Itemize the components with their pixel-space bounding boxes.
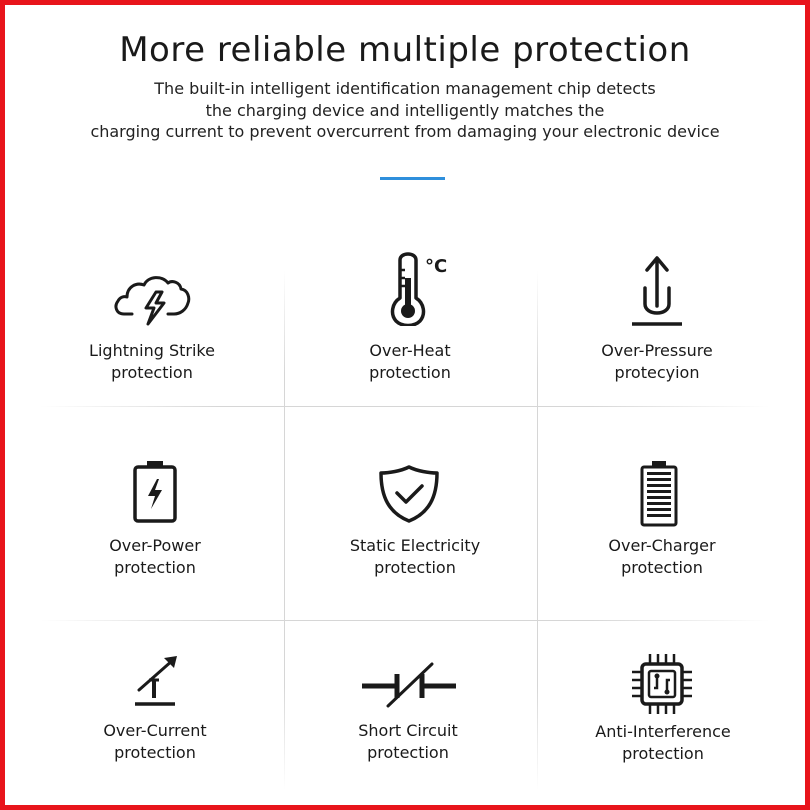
- description-line: the charging device and intelligently matches the: [205, 100, 605, 120]
- feature-subtitle: protection: [622, 743, 704, 763]
- feature-title: Over-Current: [103, 721, 207, 740]
- feature-title: Lightning Strike: [89, 341, 215, 360]
- grid-divider-horizontal: [40, 620, 770, 621]
- feature-over-pressure: [547, 250, 767, 400]
- battery-full-icon: [638, 459, 680, 527]
- feature-subtitle: protection: [114, 557, 196, 577]
- pressure-arrow-icon: [629, 252, 685, 328]
- feature-title: Over-Charger: [608, 536, 716, 555]
- feature-label: [42, 340, 262, 383]
- grid-divider-vertical: [284, 270, 285, 790]
- feature-subtitle: protection: [369, 362, 451, 382]
- feature-over-heat: [300, 250, 520, 400]
- feature-title: Short Circuit: [358, 721, 458, 740]
- feature-over-charger: [552, 455, 772, 605]
- feature-title: Over-Heat: [369, 341, 451, 360]
- grid-divider-horizontal: [40, 406, 770, 407]
- feature-short-circuit: [298, 650, 518, 800]
- feature-static-electricity: [305, 455, 525, 605]
- current-arrow-icon: [131, 652, 181, 708]
- feature-over-current: [45, 650, 265, 800]
- shield-check-icon: [377, 463, 441, 525]
- chip-icon: [627, 652, 697, 716]
- feature-label: [552, 535, 772, 578]
- feature-title: Anti-Interference: [595, 722, 731, 741]
- grid-divider-vertical: [537, 270, 538, 790]
- thermometer-icon: [388, 252, 458, 326]
- feature-title: Over-Power: [109, 536, 201, 555]
- short-circuit-icon: [360, 660, 458, 708]
- unit-label: °C: [425, 256, 448, 277]
- feature-label: [547, 340, 767, 383]
- feature-subtitle: protection: [621, 557, 703, 577]
- lightning-cloud-icon: [112, 270, 192, 330]
- battery-bolt-icon: [131, 459, 179, 523]
- feature-over-power: [45, 455, 265, 605]
- feature-title: Static Electricity: [349, 536, 481, 555]
- feature-subtitle: protection: [374, 557, 456, 577]
- feature-lightning-strike: [42, 250, 262, 400]
- feature-subtitle: protection: [111, 362, 193, 382]
- feature-subtitle: protection: [114, 742, 196, 762]
- feature-anti-interference: [553, 650, 773, 800]
- feature-label: [298, 720, 518, 763]
- page-title: More reliable multiple protection: [119, 30, 691, 70]
- feature-label: [45, 535, 265, 578]
- description-line: charging current to prevent overcurrent from damaging your electronic device: [90, 122, 720, 141]
- feature-title: Over-Pressure: [601, 341, 713, 360]
- feature-label: [300, 340, 520, 383]
- feature-label: [305, 535, 525, 578]
- description-line: The built-in intelligent identification management chip detects: [154, 79, 656, 98]
- feature-subtitle: protection: [367, 742, 449, 762]
- feature-label: [553, 721, 773, 764]
- accent-divider: [380, 177, 445, 180]
- page-description: [30, 78, 780, 143]
- feature-subtitle: protecyion: [614, 362, 700, 382]
- feature-label: [45, 720, 265, 763]
